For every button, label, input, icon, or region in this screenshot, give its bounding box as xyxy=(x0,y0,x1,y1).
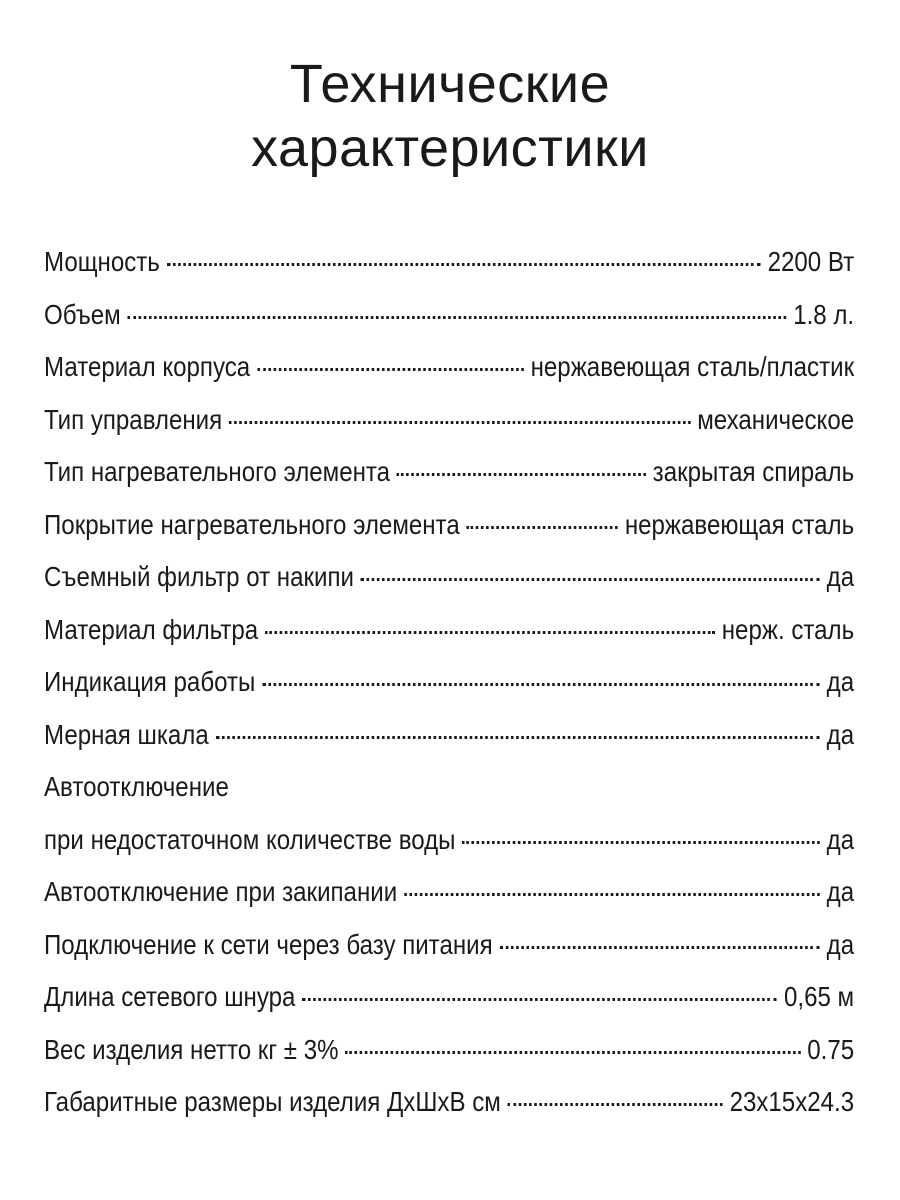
spec-row-dimensions xyxy=(44,1076,854,1129)
spec-row-auto-off-heading xyxy=(44,761,854,814)
page-title-line-2: характеристики xyxy=(251,118,649,178)
spec-value: 0,65 м xyxy=(784,981,855,1012)
spec-label: Покрытие нагревательного элемента xyxy=(44,508,460,540)
spec-value: да xyxy=(826,718,855,750)
dot-leader xyxy=(265,631,715,634)
spec-label: Мощность xyxy=(44,246,160,277)
spec-row-cord-length xyxy=(44,971,854,1024)
spec-label: Тип управления xyxy=(44,403,223,435)
dot-leader xyxy=(345,1051,800,1054)
spec-label: при недостаточном количестве воды xyxy=(44,823,456,855)
spec-value: закрытая спираль xyxy=(652,456,855,487)
spec-row-net-weight xyxy=(44,1024,854,1077)
spec-value: 0.75 xyxy=(807,1033,855,1065)
spec-row-removable-filter xyxy=(44,551,854,604)
spec-label: Объем xyxy=(44,298,121,330)
spec-label: Индикация работы xyxy=(44,666,256,697)
spec-value: нержавеющая сталь/пластик xyxy=(530,351,855,382)
spec-label: Габаритные размеры изделия ДхШхВ см xyxy=(44,1086,501,1117)
spec-value: 23x15x24.3 xyxy=(729,1086,855,1117)
spec-row-measuring-scale xyxy=(44,709,854,762)
dot-leader xyxy=(462,841,819,844)
spec-value: да xyxy=(826,823,855,855)
spec-row-power-base xyxy=(44,919,854,972)
spec-row-power xyxy=(44,236,854,289)
dot-leader xyxy=(467,526,618,529)
spec-value: механическое xyxy=(697,403,855,435)
spec-label: Автоотключение при закипании xyxy=(44,876,398,907)
spec-value: 2200 Вт xyxy=(767,246,855,277)
spec-row-body-material xyxy=(44,341,854,394)
spec-label: Вес изделия нетто кг ± 3% xyxy=(44,1033,339,1065)
spec-label: Съемный фильтр от накипи xyxy=(44,561,354,592)
spec-value: да xyxy=(826,561,855,592)
spec-row-operation-indicator xyxy=(44,656,854,709)
spec-label: Материал корпуса xyxy=(44,351,251,382)
spec-row-auto-off-low-water xyxy=(44,814,854,867)
dot-leader xyxy=(128,316,787,319)
spec-row-heating-element-coating xyxy=(44,499,854,552)
dot-leader xyxy=(500,946,820,949)
spec-value: да xyxy=(826,928,855,960)
dot-leader xyxy=(302,998,777,1001)
dot-leader xyxy=(262,683,820,686)
dot-leader xyxy=(397,473,646,476)
dot-leader xyxy=(229,421,690,424)
spec-label: Тип нагревательного элемента xyxy=(44,456,391,487)
specifications-list xyxy=(44,236,854,1129)
spec-row-filter-material xyxy=(44,604,854,657)
spec-value: да xyxy=(826,666,855,697)
spec-value: нержавеющая сталь xyxy=(624,508,855,540)
dot-leader xyxy=(257,368,524,371)
spec-row-volume xyxy=(44,289,854,342)
spec-value: да xyxy=(826,876,855,907)
spec-label: Материал фильтра xyxy=(44,613,259,645)
dot-leader xyxy=(361,578,820,581)
spec-row-heating-element-type xyxy=(44,446,854,499)
spec-row-control-type xyxy=(44,394,854,447)
spec-label: Автоотключение xyxy=(44,771,229,802)
dot-leader xyxy=(216,736,820,739)
page-title-line-1: Технические xyxy=(289,54,611,114)
dot-leader xyxy=(167,263,761,266)
dot-leader xyxy=(508,1103,723,1106)
spec-label: Мерная шкала xyxy=(44,718,209,750)
page-title xyxy=(0,52,900,180)
spec-value: нерж. сталь xyxy=(721,613,855,645)
spec-row-auto-off-boiling xyxy=(44,866,854,919)
spec-label: Подключение к сети через базу питания xyxy=(44,928,493,960)
dot-leader xyxy=(404,893,820,896)
spec-value: 1.8 л. xyxy=(793,298,855,330)
spec-label: Длина сетевого шнура xyxy=(44,981,296,1012)
